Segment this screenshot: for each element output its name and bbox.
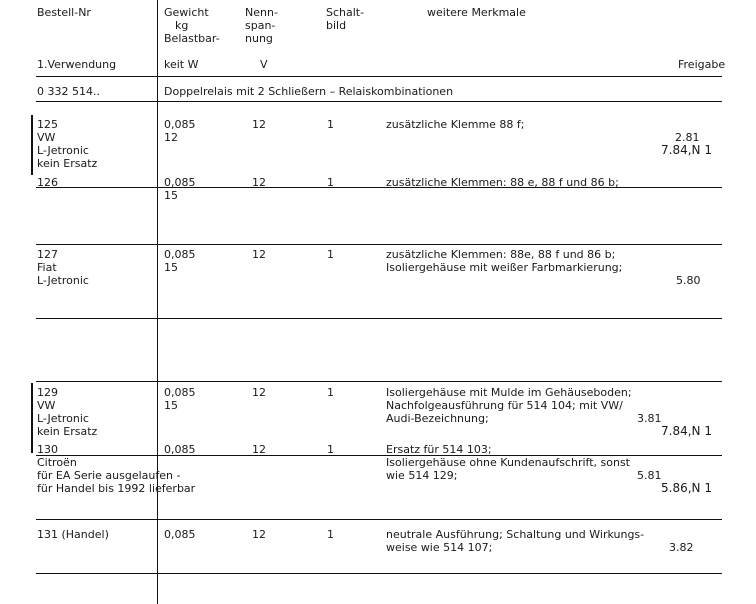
row-gewicht: 0,085 bbox=[164, 248, 196, 261]
row-merkmal: zusätzliche Klemme 88 f; bbox=[386, 118, 525, 131]
row-rule-130 bbox=[36, 519, 722, 520]
header-nenn-1: Nenn- bbox=[245, 6, 278, 19]
row-nr-line: für Handel bis 1992 lieferbar bbox=[37, 482, 196, 495]
header-verwendung: 1.Verwendung bbox=[37, 58, 117, 71]
row-spannung: 12 bbox=[252, 118, 266, 131]
row-schaltbild: 1 bbox=[327, 248, 334, 261]
group-rule bbox=[36, 101, 722, 102]
row-merkmal: zusätzliche Klemmen: 88 e, 88 f und 86 b; bbox=[386, 176, 619, 189]
row-nr-line: kein Ersatz bbox=[37, 157, 98, 170]
row-nr-line: L-Jetronic bbox=[37, 274, 89, 287]
header-gewicht-4: keit W bbox=[164, 58, 199, 71]
row-merkmal: neutrale Ausführung; Schaltung und Wirkungs- bbox=[386, 528, 645, 541]
row-nr-line: 130 bbox=[37, 443, 58, 456]
group-title: Doppelrelais mit 2 Schließern – Relaiskombinationen bbox=[164, 85, 454, 98]
header-gewicht-3: Belastbar- bbox=[164, 32, 220, 45]
row-nr-line: VW bbox=[37, 131, 56, 144]
row-freigabe: 5.86,N 1 bbox=[661, 481, 712, 495]
header-merkmale: weitere Merkmale bbox=[427, 6, 526, 19]
row-belastbarkeit: 15 bbox=[164, 261, 178, 274]
row-schaltbild: 1 bbox=[327, 528, 334, 541]
row-rule-empty bbox=[36, 381, 722, 382]
row-spannung: 12 bbox=[252, 176, 266, 189]
row-nr-line: 127 bbox=[37, 248, 58, 261]
row-nr-line: 125 bbox=[37, 118, 58, 131]
row-nr-line: VW bbox=[37, 399, 56, 412]
row-nr-line: Fiat bbox=[37, 261, 57, 274]
row-nr-line: 129 bbox=[37, 386, 58, 399]
row-gewicht: 0,085 bbox=[164, 118, 196, 131]
row-belastbarkeit: 12 bbox=[164, 131, 178, 144]
header-schalt-2: bild bbox=[326, 19, 347, 32]
column-divider-1 bbox=[157, 0, 158, 604]
group-number: 0 332 514.. bbox=[37, 85, 100, 98]
row-merkmal: Isoliergehäuse ohne Kundenaufschrift, sonst bbox=[386, 456, 630, 469]
row-schaltbild: 1 bbox=[327, 386, 334, 399]
row-gewicht: 0,085 bbox=[164, 386, 196, 399]
revision-mark-125 bbox=[31, 115, 33, 175]
row-merkmal: wie 514 129; bbox=[386, 469, 458, 482]
header-nenn-3: nung bbox=[245, 32, 273, 45]
row-nr-line: für EA Serie ausgelaufen - bbox=[37, 469, 181, 482]
row-schaltbild: 1 bbox=[327, 443, 334, 456]
row-gewicht: 0,085 bbox=[164, 443, 196, 456]
revision-mark-129 bbox=[31, 383, 33, 453]
row-nr-line: Citroën bbox=[37, 456, 77, 469]
row-belastbarkeit: 15 bbox=[164, 189, 178, 202]
row-spannung: 12 bbox=[252, 248, 266, 261]
row-schaltbild: 1 bbox=[327, 118, 334, 131]
row-freigabe: 3.82 bbox=[669, 541, 694, 554]
row-merkmal: Audi-Bezeichnung; bbox=[386, 412, 489, 425]
row-rule-125 bbox=[36, 187, 722, 188]
row-merkmal: Isoliergehäuse mit weißer Farbmarkierung; bbox=[386, 261, 623, 274]
header-rule bbox=[36, 76, 722, 77]
row-freigabe: 5.81 bbox=[637, 469, 662, 482]
row-nr-line: L-Jetronic bbox=[37, 144, 89, 157]
row-spannung: 12 bbox=[252, 443, 266, 456]
row-schaltbild: 1 bbox=[327, 176, 334, 189]
row-freigabe: 2.81 bbox=[675, 131, 700, 144]
row-spannung: 12 bbox=[252, 386, 266, 399]
row-gewicht: 0,085 bbox=[164, 528, 196, 541]
header-gewicht-2: kg bbox=[175, 19, 189, 32]
row-merkmal: Isoliergehäuse mit Mulde im Gehäuseboden; bbox=[386, 386, 632, 399]
row-nr-line: 126 bbox=[37, 176, 58, 189]
header-nenn-4: V bbox=[260, 58, 268, 71]
row-spannung: 12 bbox=[252, 528, 266, 541]
row-merkmal: Ersatz für 514 103; bbox=[386, 443, 492, 456]
row-freigabe: 7.84,N 1 bbox=[661, 143, 712, 157]
row-rule-126 bbox=[36, 244, 722, 245]
row-gewicht: 0,085 bbox=[164, 176, 196, 189]
row-merkmal: zusätzliche Klemmen: 88e, 88 f und 86 b; bbox=[386, 248, 616, 261]
row-merkmal: weise wie 514 107; bbox=[386, 541, 493, 554]
header-nenn-2: span- bbox=[245, 19, 276, 32]
row-freigabe: 3.81 bbox=[637, 412, 662, 425]
row-freigabe: 5.80 bbox=[676, 274, 701, 287]
header-gewicht-1: Gewicht bbox=[164, 6, 209, 19]
header-bestell-nr: Bestell-Nr bbox=[37, 6, 91, 19]
header-schalt-1: Schalt- bbox=[326, 6, 365, 19]
row-belastbarkeit: 15 bbox=[164, 399, 178, 412]
row-freigabe: 7.84,N 1 bbox=[661, 424, 712, 438]
row-rule-127 bbox=[36, 318, 722, 319]
row-nr-line: L-Jetronic bbox=[37, 412, 89, 425]
row-nr-line: 131 (Handel) bbox=[37, 528, 109, 541]
row-nr-line: kein Ersatz bbox=[37, 425, 98, 438]
header-freigabe: Freigabe bbox=[678, 58, 726, 71]
row-rule-131 bbox=[36, 573, 722, 574]
row-merkmal: Nachfolgeausführung für 514 104; mit VW/ bbox=[386, 399, 623, 412]
